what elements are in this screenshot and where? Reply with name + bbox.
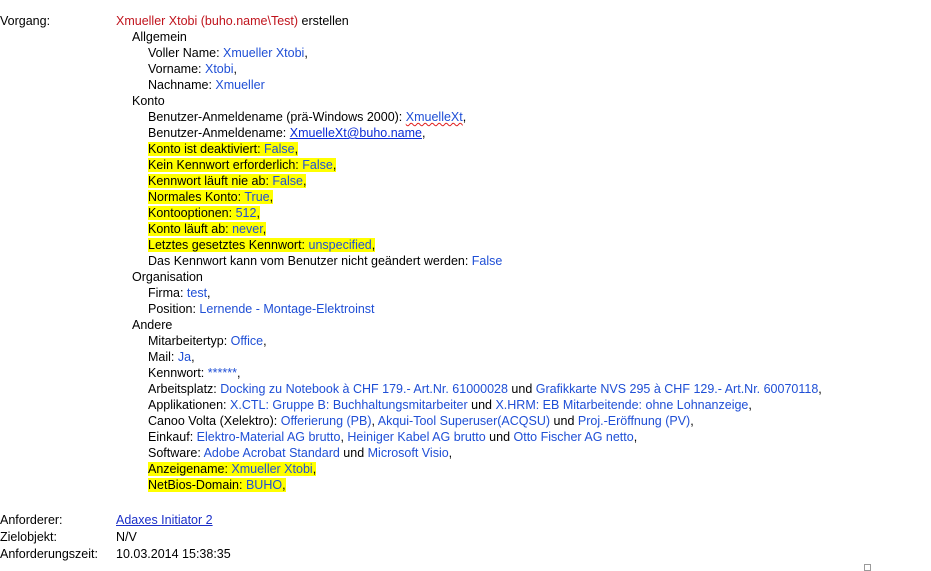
kontooptionen-row <box>148 205 260 221</box>
software-value: Microsoft Visio <box>367 446 449 460</box>
firma-row <box>148 285 211 301</box>
mail-value: Ja <box>177 350 192 364</box>
kennwort-value: ****** <box>207 366 237 380</box>
voller-name-row <box>148 45 308 61</box>
software-label: Software: <box>148 446 204 460</box>
zielobjekt-label: Zielobjekt: <box>0 530 57 544</box>
kontooptionen-value: 512 <box>235 206 257 220</box>
software-row <box>148 445 452 461</box>
arbeitsplatz-value: Docking zu Notebook à CHF 179.- Art.Nr. 61000028 <box>220 382 508 396</box>
anforderungszeit-label: Anforderungszeit: <box>0 547 98 561</box>
vorgang-line <box>116 13 349 29</box>
separator-und: und <box>485 430 514 444</box>
kennwort-nie-row <box>148 173 306 189</box>
separator: , <box>191 350 195 364</box>
anmeldename-link[interactable]: XmuelleXt@buho.name <box>289 126 422 140</box>
firma-label: Firma: <box>148 286 187 300</box>
separator: , <box>262 222 267 236</box>
position-value: Lernende - Montage-Elektroinst <box>199 302 375 316</box>
netbios-row <box>148 477 286 493</box>
normales-konto-value: True <box>244 190 270 204</box>
section-konto: Konto <box>132 94 165 108</box>
anzeigename-label: Anzeigename: <box>148 462 232 476</box>
vorgang-action: erstellen <box>298 14 349 28</box>
anforderer-label: Anforderer: <box>0 513 63 527</box>
separator: , <box>236 366 241 380</box>
anmeldename-pre-row <box>148 109 466 125</box>
mail-label: Mail: <box>148 350 178 364</box>
anmeldename-row <box>148 125 425 141</box>
kontooptionen-label: Kontooptionen: <box>148 206 236 220</box>
mitarbeitertyp-label: Mitarbeitertyp: <box>148 334 231 348</box>
kennwort-nicht-aendern-label: Das Kennwort kann vom Benutzer nicht geändert werden: <box>148 254 472 268</box>
separator: , <box>690 414 694 428</box>
kennwort-label: Kennwort: <box>148 366 208 380</box>
separator: , <box>282 478 286 492</box>
canoo-value: Offerierung (PB) <box>280 414 372 428</box>
position-label: Position: <box>148 302 200 316</box>
canoo-value: Proj.-Eröffnung (PV) <box>577 414 691 428</box>
separator-und: und <box>550 414 578 428</box>
deaktiviert-label: Konto ist deaktiviert: <box>148 142 265 156</box>
mail-row <box>148 349 195 365</box>
firma-value: test <box>186 286 208 300</box>
kein-kennwort-value: False <box>302 158 333 172</box>
separator: , <box>233 62 237 76</box>
canoo-value: Akqui-Tool Superuser(ACQSU) <box>377 414 551 428</box>
normales-konto-row <box>148 189 273 205</box>
einkauf-row <box>148 429 637 445</box>
voller-name-value: Xmueller Xtobi <box>223 46 305 60</box>
kennwort-row <box>148 365 240 381</box>
einkauf-label: Einkauf: <box>148 430 197 444</box>
canoo-label: Canoo Volta (Xelektro): <box>148 414 281 428</box>
separator: , <box>462 110 467 124</box>
einkauf-value: Elektro-Material AG brutto <box>196 430 341 444</box>
anforderer-link-text[interactable]: Adaxes Initiator 2 <box>116 513 213 527</box>
voller-name-label: Voller Name: <box>148 46 224 60</box>
software-value: Adobe Acrobat Standard <box>203 446 340 460</box>
separator: , <box>294 142 299 156</box>
nachname-row <box>148 77 265 93</box>
zielobjekt-value: N/V <box>116 530 137 544</box>
separator: , <box>302 174 307 188</box>
separator: , <box>332 158 337 172</box>
kennwort-nie-value: False <box>272 174 303 188</box>
separator: , <box>371 414 378 428</box>
einkauf-value: Otto Fischer AG netto <box>513 430 634 444</box>
separator: , <box>256 206 260 220</box>
anmeldename-pre-value: XmuelleXt <box>405 110 463 124</box>
normales-konto-label: Normales Konto: <box>148 190 245 204</box>
arbeitsplatz-value: Grafikkarte NVS 295 à CHF 129.- Art.Nr. 60070118 <box>535 382 819 396</box>
kennwort-nie-label: Kennwort läuft nie ab: <box>148 174 273 188</box>
einkauf-value: Heiniger Kabel AG brutto <box>347 430 486 444</box>
separator-und: und <box>467 398 496 412</box>
konto-laeuft-ab-row <box>148 221 266 237</box>
separator: , <box>263 334 267 348</box>
separator-und: und <box>507 382 536 396</box>
vorname-label: Vorname: <box>148 62 205 76</box>
konto-laeuft-ab-label: Konto läuft ab: <box>148 222 233 236</box>
letztes-kennwort-label: Letztes gesetztes Kennwort: <box>148 238 309 252</box>
separator: , <box>633 430 638 444</box>
anforderer-link[interactable] <box>116 512 213 528</box>
separator-und: und <box>339 446 368 460</box>
separator: , <box>312 462 317 476</box>
kein-kennwort-label: Kein Kennwort erforderlich: <box>148 158 303 172</box>
deaktiviert-value: False <box>264 142 295 156</box>
konto-laeuft-ab-value: never <box>232 222 263 236</box>
letztes-kennwort-value: unspecified <box>308 238 372 252</box>
separator: , <box>340 430 348 444</box>
applikationen-row <box>148 397 752 413</box>
section-andere: Andere <box>132 318 173 332</box>
anmeldename-label: Benutzer-Anmeldename: <box>148 126 290 140</box>
canoo-row <box>148 413 694 429</box>
position-row <box>148 301 375 317</box>
netbios-label: NetBios-Domain: <box>148 478 246 492</box>
kein-kennwort-row <box>148 157 336 173</box>
kennwort-nicht-aendern-value: False <box>471 254 503 268</box>
anforderungszeit-value: 10.03.2014 15:38:35 <box>116 547 231 561</box>
separator: , <box>207 286 211 300</box>
separator: , <box>818 382 822 396</box>
section-organisation: Organisation <box>132 270 203 284</box>
arbeitsplatz-row <box>148 381 822 397</box>
separator: , <box>421 126 426 140</box>
applikationen-label: Applikationen: <box>148 398 231 412</box>
letztes-kennwort-row <box>148 237 375 253</box>
anzeigename-value: Xmueller Xtobi <box>231 462 313 476</box>
vorname-value: Xtobi <box>204 62 234 76</box>
separator: , <box>304 46 308 60</box>
vorgang-label: Vorgang: <box>0 14 51 28</box>
applikationen-value: X.HRM: EB Mitarbeitende: ohne Lohnanzeige <box>495 398 749 412</box>
mitarbeitertyp-value: Office <box>230 334 264 348</box>
vorgang-object: Xmueller Xtobi (buho.name\Test) <box>116 14 299 28</box>
nachname-label: Nachname: <box>148 78 216 92</box>
arbeitsplatz-label: Arbeitsplatz: <box>148 382 221 396</box>
separator: , <box>448 446 453 460</box>
netbios-value: BUHO <box>245 478 283 492</box>
applikationen-value: X.CTL: Gruppe B: Buchhaltungsmitarbeiter <box>230 398 468 412</box>
nachname-value: Xmueller <box>215 78 265 92</box>
section-allgemein: Allgemein <box>132 30 187 44</box>
separator: , <box>748 398 752 412</box>
vorname-row <box>148 61 237 77</box>
separator: , <box>269 190 274 204</box>
kennwort-nicht-aendern-row <box>148 253 502 269</box>
deaktiviert-row <box>148 141 298 157</box>
separator: , <box>371 238 376 252</box>
anmeldename-pre-label: Benutzer-Anmeldename (prä-Windows 2000): <box>148 110 406 124</box>
mitarbeitertyp-row <box>148 333 267 349</box>
anzeigename-row <box>148 461 316 477</box>
